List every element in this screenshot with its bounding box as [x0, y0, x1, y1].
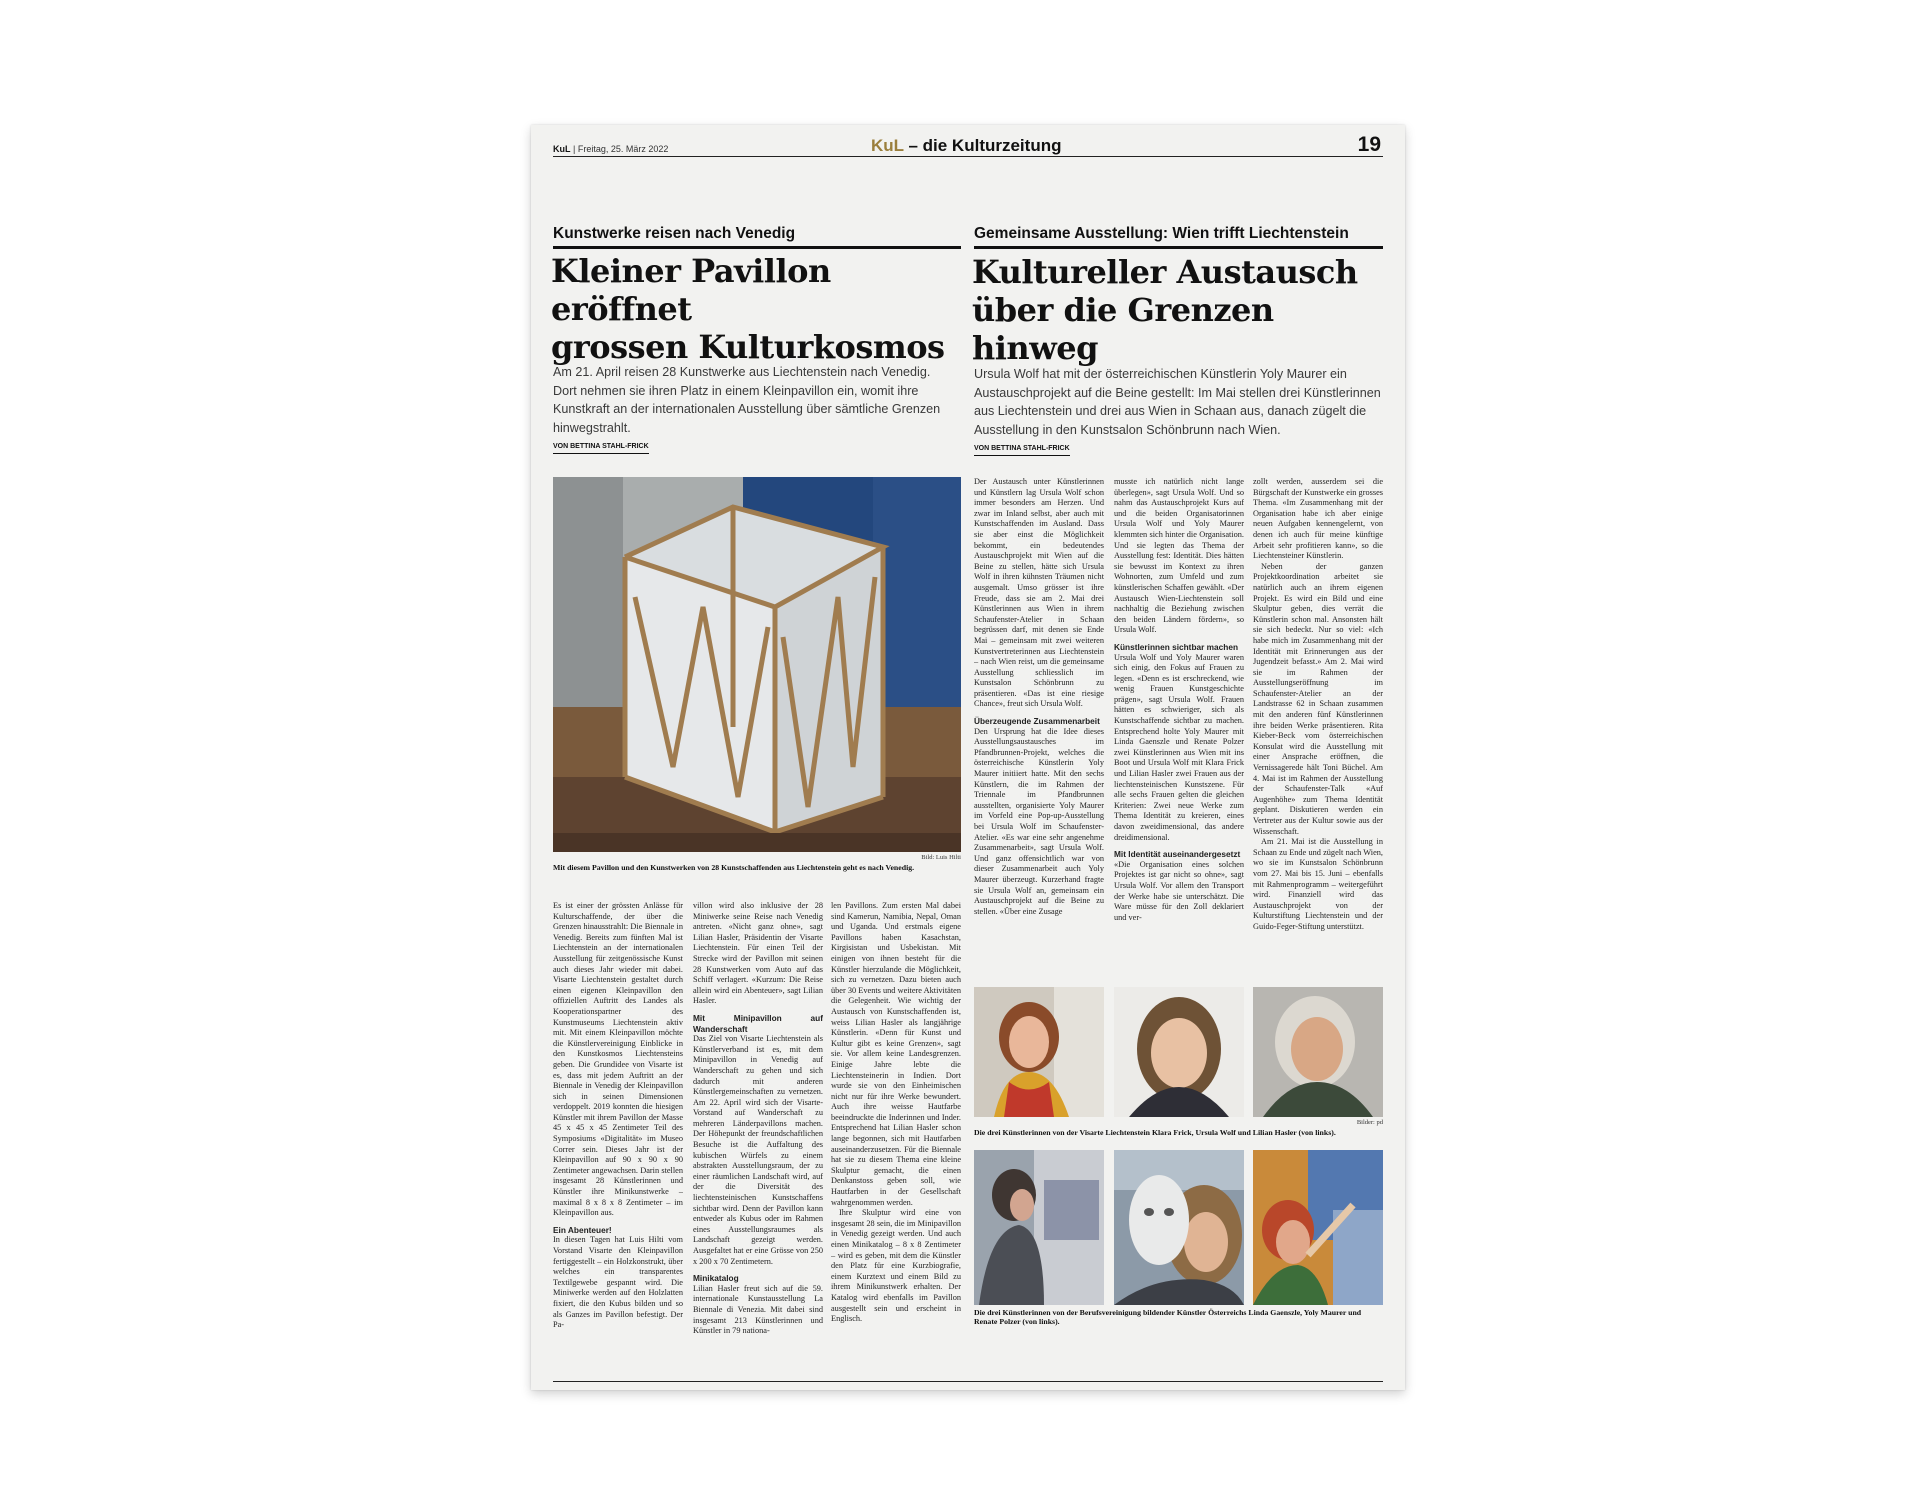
portraits-caption-1: Die drei Künstlerinnen von der Visarte Liechtenstein Klara Frick, Ursula Wolf und Lilian Hasler (von links). [974, 1128, 1336, 1137]
subheading: Ein Abenteuer! [553, 1224, 612, 1235]
newspaper-page [531, 125, 1405, 1390]
subheading: Mit Minipavillon auf Wanderschaft [693, 1012, 823, 1034]
right-column-1 [974, 477, 1104, 982]
left-column-1 [553, 901, 683, 1363]
right-column-2 [1114, 477, 1244, 982]
subheading: Minikatalog [693, 1273, 739, 1284]
paragraph: «Die Organisation eines solchen Projektes ist gar nicht so ohne», sagt Ursula Wolf. Vor allem den Transport der Werke habe sie unterschätzt. Die Ware müsse für den Zoll deklariert und ver- [1114, 859, 1244, 922]
subheading: Künstlerinnen sichtbar machen [1114, 641, 1239, 652]
right-headline-line-2: über die Grenzen hinweg [972, 291, 1274, 367]
masthead-brand: KuL [871, 136, 904, 155]
right-kicker: Gemeinsame Ausstellung: Wien trifft Liechtenstein [974, 225, 1349, 242]
paragraph: Der Austausch unter Künstlerinnen und Künstlern lag Ursula Wolf schon immer besonders am Herzen. Und zwar im Inland selbst, aber auch mit Kunstschaffenden im Ausland. Dass sie aber einst die Möglichkeit bekommt, ein bedeutendes Austauschprojekt mit Wien auf die Beine zu stellen, hätte sich Ursula Wolf in ihren kühnsten Träumen nicht ausgemalt. Umso grösser ist ihre Freude, dass sie am 2. Mai drei Künstlerinnen aus Wien in ihrem Schaufenster-Atelier in Schaan begrüssen darf, mit denen sie Ende Mai – gemeinsam mit zwei weiteren Kunstvertreterinnen aus Liechtenstein – nach Wien reist, um die gemeinsame Ausstellung schliesslich im Kunstsalon Schönbrunn zu präsentieren. «Das ist eine riesige Chance», freut sich Ursula Wolf. [974, 477, 1104, 709]
header-rule [553, 156, 1383, 157]
issue-date: Freitag, 25. März 2022 [577, 144, 669, 154]
footer-rule [553, 1381, 1383, 1382]
folio-brand: KuL [553, 144, 571, 154]
left-column-2 [693, 901, 823, 1363]
paragraph: Ursula Wolf und Yoly Maurer waren sich einig, den Fokus auf Frauen zu legen. «Denn es ist erschreckend, wie wenig Frauen Kunstgeschichte prägen», sagt Ursula Wolf. Frauen hätten es schwieriger, sich als Kunstschaffende sichtbar zu machen. Entsprechend holte Yoly Maurer mit Linda Gaenszle und Renate Polzer zwei Künstlerinnen aus Wien mit ins Boot und Ursula Wolf mit Klara Frick und Lilian Hasler zwei Frauen aus der liechtensteinischen Kunstszene. Für alle sechs Frauen gelten die gleichen Kriterien: Zwei neue Werke zum Thema Identität zu kreieren, eines davon zweidimensional, das andere dreidimensional. [1114, 652, 1244, 842]
left-kicker-rule [553, 246, 961, 249]
subheading: Überzeugende Zusammenarbeit [974, 716, 1100, 727]
left-headline-line-1: Kleiner Pavillon eröffnet [551, 252, 831, 328]
masthead-title: – die Kulturzeitung [903, 136, 1062, 155]
page-number: 19 [1357, 133, 1381, 156]
paragraph: zollt werden, ausserdem sei die Bürgschaft der Kunstwerke ein grosses Thema. «Im Zusammenhang mit der Organisation habe ich aber einige neuen Aufgaben kennengelernt, von denen ich auch für meine künftige Arbeit sehr profitieren kann», so die Liechtensteiner Künstlerin. [1253, 477, 1383, 561]
left-byline: VON BETTINA STAHL-FRICK [553, 443, 649, 454]
pavilion-photo-credit: Bild: Luis Hilti [921, 854, 961, 861]
left-lead: Am 21. April reisen 28 Kunstwerke aus Liechtenstein nach Venedig. Dort nehmen sie ihren Platz in einem Kleinpavillon ein, womit ihre Kunstkraft an der internationalen Ausstellung über sämtliche Grenzen hinwegstrahlt. [553, 365, 941, 435]
right-byline: VON BETTINA STAHL-FRICK [974, 445, 1070, 456]
masthead [871, 136, 1061, 156]
left-kicker: Kunstwerke reisen nach Venedig [553, 225, 796, 242]
portrait-linda-gaenszle [974, 1150, 1104, 1305]
portrait-yoly-maurer [1114, 1150, 1244, 1305]
folio: KuL | Freitag, 25. März 2022 [553, 144, 669, 154]
paragraph: Ihre Skulptur wird eine von insgesamt 28 sein, die im Minipavillon in Venedig gezeigt werden. Und auch einen Minikatalog – 8 x 8 Zentimeter – wird es geben, mit dem die Künstler den Platz für eine Kurzbiografie, einem Kurztext und einem Bild zu ihrem Minikunstwerk erhalten. Der Katalog wird ebenfalls im Pavillon ausgestellt sein und erscheint in Englisch. [831, 1208, 961, 1324]
paragraph: Es ist einer der grössten Anlässe für Kulturschaffende, der über die Grenzen hinausstrahlt: Die Biennale in Venedig. Bereits zum fünften Mal ist Liechtenstein an der internationalen Ausstellung für zeitgenössische Kunst auch dieses Jahr wieder mit dabei. Visarte Liechtenstein gestaltet durch einen eigenen Kleinpavillon den offiziellen Auftritt des Landes als Kooperationspartner des Kunstmuseums Liechtenstein aktiv mit. Mit einem Kleinpavillon möchte die Künstlervereinigung Einblicke in den Kunstkosmos Liechtensteins geben. Die Grundidee von Visarte ist es, dass mit jedem Auftritt an der Biennale in Venedig der Kleinpavillon sich in seinen Dimensionen verdoppelt. 2019 konnten die hiesigen Künstler mit ihrem Pavillon der Masse 45 x 45 x 45 Zentimeter Teil des Symposiums «Digitalität» im Museo Correr sein. Dieses Jahr ist der Kleinpavillon auf 90 x 90 x 90 Zentimeter angewachsen. Darin stellen insgesamt 28 Künstlerinnen und Künstler ihre Minikunstwerke – maximal 8 x 8 x 8 Zentimeter – im Kleinpavillon aus. [553, 901, 683, 1218]
paragraph: len Pavillons. Zum ersten Mal dabei sind Kamerun, Namibia, Nepal, Oman und Uganda. Und erstmals eigene Pavillons haben Kasachstan, Kirgisistan und Usbekistan. Mit einigen von ihnen besteht für die Künstler hierzulande die Möglichkeit, sich zu vernetzen. Dazu bieten auch über 30 Events und weitere Aktivitäten die Gelegenheit. Wie wichtig der Austausch von Kunstschaffenden ist, weiss Lilian Hasler als langjährige Künstlerin. «Denn für Kunst und Kultur gibt es keine Grenzen», sagt sie. Vor allem keine Landesgrenzen. Einige Jahre lebte die Liechtensteinerin in Indien. Dort wurde sie von den Einheimischen nicht nur für ihre Werke bewundert. Auch ihre weisse Hautfarbe beeindruckte die Inderinnen und Inder. Entsprechend hat Lilian Hasler schon lange begonnen, sich mit Hautfarben auseinanderzusetzen. Für die Biennale hat sie zu diesem Thema eine kleine Skulptur gemacht, die einen Denkanstoss geben soll, wie Hautfarben in der Gesellschaft wahrgenommen werden. [831, 901, 961, 1207]
paragraph: Neben der ganzen Projektkoordination arbeitet sie natürlich auch an ihrem eigenen Projekt. Es wird ein Bild und eine Skulptur geben, dies verrät die Künstlerin schon mal. Ansonsten hält sie sich bedeckt. Nur so viel: «Ich habe mich im Zusammenhang mit der Identität mit Erinnerungen aus der Jugendzeit befasst.» Am 2. Mai wird sie im Rahmen der Ausstellungseröffnung im Schaufenster-Atelier an der Landstrasse 62 in Schaan zusammen mit den anderen fünf Künstlerinnen ihre beiden Werke präsentieren. Rita Kieber-Beck vom österreichischen Konsulat wird die Ausstellung mit einer Ansprache eröffnen, die Vernissagerede hält Toni Büchel. Am 4. Mai ist im Rahmen der Ausstellung der Schaufenster-Talk «Auf Augenhöhe» zum Thema Identität geplant. Diskutieren werden ein Vertreter aus der Kultur sowie aus der Wissenschaft. [1253, 561, 1383, 836]
right-headline-line-1: Kultureller Austausch [972, 253, 1358, 291]
portraits-caption-2: Die drei Künstlerinnen von der Berufsvereinigung bildender Künstler Österreichs Linda Gaenszle, Yoly Maurer und Renate Polzer (von links). [974, 1308, 1362, 1326]
portrait-renate-polzer [1253, 1150, 1383, 1305]
paragraph: In diesen Tagen hat Luis Hilti vom Vorstand Visarte den Kleinpavillon fertiggestellt – ein Holzkonstrukt, über welches ein transparentes Textilgewebe gespannt wird. Die Miniwerke werden auf den Holzlatten fixiert, die den Kubus bilden und so als Ganzes im Pavillon befestigt. Der Pa- [553, 1235, 683, 1330]
portrait-lilian-hasler [1253, 987, 1383, 1117]
portraits-credit: Bilder: pd [1356, 1119, 1383, 1126]
subheading: Mit Identität auseinandergesetzt [1114, 849, 1241, 860]
paragraph: Am 21. Mai ist die Ausstellung in Schaan zu Ende und zügelt nach Wien, wo sie im Kunstsalon Schönbrunn vom 27. Mai bis 15. Juni – ebenfalls mit Rahmenprogramm – weitergeführt wird. Finanziell wird das Austauschprojekt von der Kulturstiftung Liechtenstein und der Guido-Feger-Stiftung unterstützt. [1253, 837, 1383, 931]
paragraph: Den Ursprung hat die Idee dieses Ausstellungsaustausches im Pfandbrunnen-Projekt, welches die österreichische Künstlerin Yoly Maurer initiiert hatte. Mit den sechs Künstlern, die im Rahmen der Triennale im Pfandbrunnen ausstellten, organisierte Yoly Maurer im Vorfeld eine Pop-up-Ausstellung bei Ursula Wolf im Schaufenster-Atelier. «Es war eine sehr angenehme Zusammenarbeit», sagt Ursula Wolf. Und ganz offensichtlich war von dieser Zusammenarbeit auch Yoly Maurer überzeugt. Kurzerhand fragte sie Ursula Wolf an, gemeinsam ein Austauschprojekt auf die Beine zu stellen. «Über eine Zusage [974, 726, 1104, 916]
right-lead: Ursula Wolf hat mit der österreichischen Künstlerin Yoly Maurer ein Austauschprojekt auf die Beine gestellt: Im Mai stellen drei Künstlerinnen aus Liechtenstein und drei aus Wien in Schaan aus, danach zügelt die Ausstellung in den Kunstsalon Schönbrunn nach Wien. [974, 367, 1381, 437]
right-headline [972, 253, 1397, 367]
paragraph: villon wird also inklusive der 28 Miniwerke seine Reise nach Venedig antreten. «Nicht ganz ohne», sagt Lilian Hasler, Präsidentin der Visarte Liechtenstein. Für einen Teil der Strecke wird der Pavillon mit seinen 28 Kunstwerken vom Auto auf das Schiff verlagert. «Kurzum: Die Reise allein wird ein Abenteuer», sagt Lilian Hasler. [693, 901, 823, 1006]
left-column-3 [831, 901, 961, 1363]
paragraph: musste ich natürlich nicht lange überlegen», sagt Ursula Wolf. Und so nahm das Austauschprojekt Kurs auf und die beiden Organisatorinnen Ursula Wolf und Yoly Maurer klemmten sich hinter die Organisation. Und sie legten das Thema der Ausstellung fest: Identität. Dies hätten sie bewusst im Kontext zu ihren Wohnorten, zum Umfeld und zum künstlerischen Schaffen gewählt. «Der Austausch Wien-Liechtenstein soll nachhaltig die Beziehung zwischen den beiden Ländern fördern», so Ursula Wolf. [1114, 477, 1244, 635]
pavilion-photo-caption: Mit diesem Pavillon und den Kunstwerken von 28 Kunstschaffenden aus Liechtenstein geht es nach Venedig. [553, 863, 915, 872]
left-headline-line-2: grossen Kulturkosmos [551, 328, 945, 366]
paragraph: Das Ziel von Visarte Liechtenstein als Künstlerverband ist es, mit dem Minipavillon in Venedig auf Wanderschaft zu gehen und sich dadurch mit anderen Künstlergemeinschaften zu vernetzen. Am 22. April wird sich der Visarte-Vorstand auf Wanderschaft zu mehreren Länderpavillons machen. Der Höhepunkt der freundschaftlichen Besuche ist die Auffaltung des kubischen Würfels zu einem abstrakten Ausstellungsraum, der zu einer räumlichen Landschaft wird, auf der die Diversität des liechtensteinischen Kunstschaffens sichtbar wird. Denn der Pavillon kann entweder als Kubus oder im Rahmen eines Ausstellungsraumes als Landschaft gezeigt werden. Ausgefaltet hat er eine Grösse von 250 x 200 x 70 Zentimetern. [693, 1034, 823, 1266]
right-kicker-rule [974, 246, 1383, 249]
pavilion-photo [553, 477, 961, 852]
portrait-ursula-wolf [1114, 987, 1244, 1117]
right-column-3 [1253, 477, 1383, 982]
left-headline [551, 252, 971, 366]
paragraph: Lilian Hasler freut sich auf die 59. internationale Kunstausstellung La Biennale di Venezia. Mit dabei sind insgesamt 213 Künstlerinnen und Künstler in 79 nationa- [693, 1283, 823, 1336]
portrait-klara-frick [974, 987, 1104, 1117]
